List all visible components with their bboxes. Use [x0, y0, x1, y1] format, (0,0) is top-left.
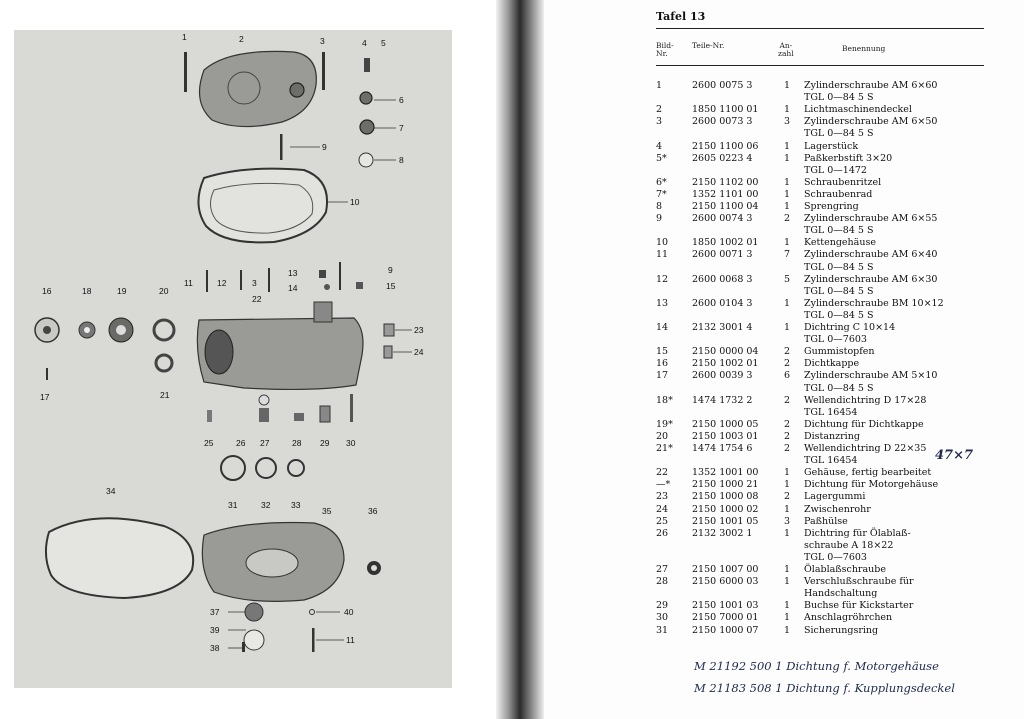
table-row: [656, 612, 986, 624]
row-nr: 29: [656, 600, 669, 612]
table-row: [656, 552, 986, 564]
bolt-3: [322, 52, 325, 90]
table-row: [656, 564, 986, 576]
label-36: 36: [368, 506, 378, 516]
row-quantity: 1: [784, 80, 791, 91]
label-35: 35: [322, 506, 332, 516]
table-row: [656, 395, 986, 407]
row-quantity: 6: [784, 370, 791, 382]
row-nr: 28: [656, 576, 669, 588]
row-name: Ölablaßschraube: [804, 564, 886, 575]
row-nr: 26: [656, 527, 669, 539]
label-13: 13: [288, 268, 298, 278]
table-row: [656, 516, 986, 528]
row-part-number: 2600 0071 3: [692, 249, 753, 261]
row-nr: 10: [656, 237, 669, 249]
table-row: [656, 576, 986, 588]
table-row: [656, 358, 986, 370]
row-quantity: 2: [784, 213, 791, 225]
label-22: 22: [252, 294, 262, 304]
label-4: 4: [362, 38, 367, 48]
row-nr: 5*: [656, 152, 667, 164]
table-row: [656, 274, 986, 286]
table-row: [656, 262, 986, 274]
handwritten-line-1: M 21192 500 1 Dichtung f. Motorgehäuse: [694, 659, 939, 673]
row-quantity: 7: [784, 249, 791, 261]
row-nr: 21*: [656, 443, 673, 454]
row-name: TGL 0—7603: [804, 334, 867, 346]
row-part-number: 2150 1000 02: [692, 503, 759, 515]
row-part-number: 2150 1000 05: [692, 418, 759, 430]
row-part-number: 1474 1732 2: [692, 394, 753, 406]
engine-parts-drawing: [14, 30, 452, 688]
label-10: 10: [350, 197, 360, 207]
label-21: 21: [160, 390, 170, 400]
row-name: Dichtung für Motorgehäuse: [804, 479, 939, 491]
label-3: 3: [320, 36, 325, 46]
bolt-3b: [268, 268, 270, 292]
row-name: Zylinderschraube AM 6×30: [804, 273, 938, 285]
row-quantity: 1: [784, 201, 791, 212]
table-row: [656, 370, 986, 382]
row-part-number: 2600 0075 3: [692, 80, 753, 91]
label-6: 6: [399, 95, 404, 105]
part-38: [242, 642, 245, 652]
label-34: 34: [106, 486, 116, 496]
table-row: [656, 189, 986, 201]
row-quantity: 1: [784, 600, 791, 612]
label-33: 33: [291, 500, 301, 510]
row-name: Zwischenrohr: [804, 503, 871, 515]
row-nr: 4: [656, 140, 663, 152]
row-part-number: 2150 6000 03: [692, 576, 759, 588]
label-3b: 3: [252, 278, 257, 288]
row-name: TGL 0—84 5 S: [804, 128, 874, 140]
row-nr: 27: [656, 564, 669, 575]
row-nr: 19*: [656, 418, 673, 430]
row-nr: 18*: [656, 394, 673, 406]
row-part-number: 2132 3001 4: [692, 322, 753, 333]
spacer-20: [154, 320, 174, 340]
row-name: Zylinderschraube AM 6×55: [804, 213, 938, 225]
row-nr: 13: [656, 297, 669, 309]
table-row: [656, 286, 986, 298]
table-row: [656, 588, 986, 600]
gasket-34: [46, 518, 193, 598]
header-anzahl-line1: An-: [779, 41, 793, 50]
page-title: Tafel 13: [656, 10, 706, 23]
rubber-plug-15: [356, 282, 363, 289]
row-name: Verschlußschraube für: [804, 576, 914, 588]
table-row: [656, 298, 986, 310]
crankcase-tower: [314, 302, 332, 322]
row-nr: 15: [656, 346, 669, 358]
title-rule: [656, 28, 984, 29]
row-quantity: 2: [784, 443, 791, 454]
book-spine: [496, 0, 544, 719]
row-name: Gehäuse, fertig bearbeitet: [804, 467, 932, 479]
label-9: 9: [322, 142, 327, 152]
row-quantity: 1: [784, 297, 791, 309]
table-row: [656, 237, 986, 249]
table-row: [656, 419, 986, 431]
row-part-number: 2150 1001 03: [692, 600, 759, 612]
row-name: Paßkerbstift 3×20: [804, 152, 893, 164]
row-part-number: 2600 0073 3: [692, 116, 753, 128]
row-part-number: 2600 0074 3: [692, 213, 753, 225]
row-nr: 24: [656, 503, 669, 515]
row-part-number: 2150 0000 04: [692, 346, 759, 358]
circlip-31: [221, 456, 245, 480]
label-28: 28: [292, 438, 302, 448]
label-23: 23: [414, 325, 424, 335]
label-30: 30: [346, 438, 356, 448]
row-name: Zylinderschraube AM 6×60: [804, 80, 938, 91]
label-40: 40: [344, 607, 354, 617]
row-part-number: 2150 1002 01: [692, 358, 759, 370]
row-quantity: 2: [784, 394, 791, 406]
row-part-number: 1474 1754 6: [692, 443, 753, 454]
row-name: Schraubenrad: [804, 188, 873, 200]
row-quantity: 1: [784, 503, 791, 515]
row-nr: 22: [656, 467, 669, 479]
handwritten-correction: 47×7: [935, 448, 974, 463]
row-part-number: 2150 1003 01: [692, 430, 759, 442]
table-row: [656, 431, 986, 443]
row-quantity: 1: [784, 576, 791, 588]
table-row: [656, 467, 986, 479]
label-18: 18: [82, 286, 92, 296]
row-nr: 3: [656, 116, 663, 128]
label-38: 38: [210, 643, 220, 653]
row-quantity: 1: [784, 564, 791, 575]
row-name: TGL 16454: [804, 406, 858, 418]
row-quantity: 2: [784, 430, 791, 442]
row-nr: 9: [656, 213, 663, 225]
table-row: [656, 310, 986, 322]
part-37: [245, 603, 263, 621]
row-name: Buchse für Kickstarter: [804, 600, 914, 612]
table-row: [656, 153, 986, 165]
row-name: Sicherungsring: [804, 624, 879, 636]
table-row: [656, 504, 986, 516]
row-name: Lichtmaschinendeckel: [804, 104, 912, 116]
label-16: 16: [42, 286, 52, 296]
label-11: 11: [184, 278, 193, 288]
bolt-11b: [312, 628, 315, 652]
row-nr: 25: [656, 515, 669, 527]
label-17: 17: [40, 392, 50, 402]
row-nr: 2: [656, 104, 663, 116]
table-row: [656, 128, 986, 140]
row-name: Distanzring: [804, 430, 860, 442]
row-name: Wellendichtring D 17×28: [804, 394, 927, 406]
row-name: TGL 0—84 5 S: [804, 285, 874, 297]
row-part-number: 2150 1100 04: [692, 201, 759, 212]
row-name: TGL 0—84 5 S: [804, 261, 874, 273]
table-row: [656, 407, 986, 419]
row-part-number: 2150 1102 00: [692, 176, 759, 188]
tube-30: [350, 394, 353, 422]
row-name: Anschlagröhrchen: [804, 612, 893, 624]
row-name: TGL 0—84 5 S: [804, 309, 874, 321]
row-quantity: 3: [784, 116, 791, 128]
header-teile: Teile-Nr.: [692, 41, 725, 50]
row-name: Lagerstück: [804, 140, 859, 152]
clutch-cover-emblem: [246, 549, 298, 577]
row-quantity: 1: [784, 188, 791, 200]
table-row: [656, 201, 986, 213]
exploded-view-diagram: [14, 30, 452, 688]
row-quantity: 3: [784, 515, 791, 527]
row-nr: 16: [656, 358, 669, 370]
row-name: Zylinderschraube AM 5×10: [804, 370, 938, 382]
label-26: 26: [236, 438, 246, 448]
row-quantity: 1: [784, 479, 791, 491]
screw-13: [319, 270, 326, 278]
row-nr: —*: [656, 479, 671, 491]
table-row: [656, 479, 986, 491]
row-name: Zylinderschraube AM 6×40: [804, 249, 938, 261]
row-nr: 20: [656, 430, 669, 442]
row-nr: 17: [656, 370, 669, 382]
table-row: [656, 225, 986, 237]
row-nr: 6*: [656, 176, 667, 188]
label-1: 1: [182, 32, 187, 42]
row-name: schraube A 18×22: [804, 539, 894, 551]
row-part-number: 2150 1000 08: [692, 491, 759, 503]
row-name: TGL 0—84 5 S: [804, 225, 874, 237]
table-row: [656, 322, 986, 334]
label-19: 19: [117, 286, 127, 296]
table-row: [656, 625, 986, 637]
row-quantity: 1: [784, 612, 791, 624]
row-name: Gummistopfen: [804, 346, 875, 358]
row-name: Dichtung für Dichtkappe: [804, 418, 924, 430]
header-bild-line2: Nr.: [656, 49, 668, 58]
row-name: Kettengehäuse: [804, 237, 876, 249]
table-row: [656, 528, 986, 540]
label-20: 20: [159, 286, 169, 296]
header-rule: [656, 65, 984, 66]
label-8: 8: [399, 155, 404, 165]
screw-17: [46, 368, 48, 380]
row-part-number: 1352 1001 00: [692, 467, 759, 479]
row-nr: 31: [656, 624, 669, 636]
table-row: [656, 540, 986, 552]
row-quantity: 1: [784, 322, 791, 333]
table-row: [656, 177, 986, 189]
table-row: [656, 116, 986, 128]
part-39: [244, 630, 264, 650]
table-row: [656, 600, 986, 612]
row-quantity: 2: [784, 491, 791, 503]
label-27: 27: [260, 438, 270, 448]
sleeve-25: [207, 410, 212, 422]
table-row: [656, 334, 986, 346]
table-row: [656, 383, 986, 395]
label-15: 15: [386, 281, 396, 291]
row-name: TGL 0—84 5 S: [804, 92, 874, 104]
seal-ring-14: [324, 284, 330, 290]
row-name: Wellendichtring D 22×35: [804, 443, 927, 454]
row-part-number: 2150 7000 01: [692, 612, 759, 624]
row-nr: 7*: [656, 188, 667, 200]
left-page: [0, 0, 510, 719]
screw-pinion-6: [360, 92, 372, 104]
row-name: Paßhülse: [804, 515, 848, 527]
row-quantity: 2: [784, 418, 791, 430]
tube-24: [384, 346, 392, 358]
row-name: Zylinderschraube AM 6×50: [804, 116, 938, 128]
bushing-29: [320, 406, 330, 422]
table-row: [656, 141, 986, 153]
row-nr: 30: [656, 612, 669, 624]
label-32: 32: [261, 500, 271, 510]
row-name: Dichtkappe: [804, 358, 860, 370]
row-name: TGL 0—1472: [804, 164, 867, 176]
row-name: Dichtring C 10×14: [804, 322, 896, 333]
gasket-19-hole: [116, 325, 126, 335]
bolt-1: [184, 52, 187, 92]
seal-21: [156, 355, 172, 371]
row-quantity: 1: [784, 176, 791, 188]
generator-cover-plug: [290, 83, 304, 97]
header-anzahl-line2: zahl: [778, 49, 794, 58]
crankcase-bore: [205, 330, 233, 374]
row-nr: 11: [656, 249, 669, 261]
row-quantity: 1: [784, 624, 791, 636]
row-nr: 8: [656, 201, 663, 212]
row-quantity: 1: [784, 237, 791, 249]
plug-28: [294, 413, 304, 421]
row-part-number: 2150 1000 07: [692, 624, 759, 636]
table-row: [656, 165, 986, 177]
seal-36-hole: [371, 565, 377, 571]
part-40: [310, 610, 315, 615]
label-9b: 9: [388, 265, 393, 275]
row-part-number: 2600 0068 3: [692, 273, 753, 285]
table-row: [656, 491, 986, 503]
table-row: [656, 92, 986, 104]
table-row: [656, 104, 986, 116]
header-bild-line1: Bild-: [656, 41, 674, 50]
bolt-12: [240, 270, 242, 290]
row-name: Schraubenritzel: [804, 176, 882, 188]
header-anzahl: [778, 42, 794, 58]
row-quantity: 1: [784, 152, 791, 164]
row-quantity: 2: [784, 346, 791, 358]
table-row: [656, 249, 986, 261]
row-name: TGL 0—7603: [804, 551, 867, 563]
row-quantity: 2: [784, 358, 791, 370]
row-quantity: 1: [784, 527, 791, 539]
table-row: [656, 346, 986, 358]
header-benennung: Benennung: [842, 44, 886, 53]
row-part-number: 2150 1001 05: [692, 515, 759, 527]
row-name: TGL 16454: [804, 455, 858, 467]
table-row: [656, 80, 986, 92]
row-nr: 1: [656, 80, 663, 91]
header-bild: [656, 42, 674, 58]
row-nr: 23: [656, 491, 669, 503]
row-part-number: 2150 1100 06: [692, 140, 759, 152]
row-name: Zylinderschraube BM 10×12: [804, 297, 944, 309]
label-29: 29: [320, 438, 330, 448]
row-part-number: 2150 1007 00: [692, 564, 759, 575]
row-part-number: 1850 1002 01: [692, 237, 759, 249]
row-quantity: 1: [784, 467, 791, 479]
circlip-8: [359, 153, 373, 167]
row-part-number: 2150 1000 21: [692, 479, 759, 491]
label-25: 25: [204, 438, 214, 448]
row-quantity: 1: [784, 140, 791, 152]
cap-16-center: [43, 326, 51, 334]
seal-18-hole: [84, 327, 90, 333]
bolt-9: [280, 134, 283, 160]
row-name: Lagergummi: [804, 491, 866, 503]
screw-wheel-7: [360, 120, 374, 134]
row-part-number: 2600 0039 3: [692, 370, 753, 382]
bolt-9b: [339, 262, 341, 290]
drain-plug-27: [259, 408, 269, 422]
row-nr: 12: [656, 273, 669, 285]
label-37: 37: [210, 607, 220, 617]
bolt-11: [206, 270, 208, 292]
label-31: 31: [228, 500, 238, 510]
chain-case-shape: [198, 169, 327, 243]
row-part-number: 1352 1101 00: [692, 188, 759, 200]
row-name: Handschaltung: [804, 588, 878, 600]
label-2: 2: [239, 34, 244, 44]
table-row: [656, 213, 986, 225]
label-14: 14: [288, 283, 298, 293]
rubber-23: [384, 324, 394, 336]
seal-26: [259, 395, 269, 405]
row-part-number: 2132 3002 1: [692, 527, 753, 539]
label-39: 39: [210, 625, 220, 635]
circlip-32: [256, 458, 276, 478]
row-part-number: 2605 0223 4: [692, 152, 753, 164]
row-quantity: 5: [784, 273, 791, 285]
row-name: Dichtring für Ölablaß-: [804, 527, 911, 539]
row-name: TGL 0—84 5 S: [804, 382, 874, 394]
row-nr: 14: [656, 322, 669, 333]
bearing-piece-4: [364, 58, 370, 72]
circlip-33: [288, 460, 304, 476]
row-name: Sprengring: [804, 201, 859, 212]
label-11b: 11: [346, 635, 355, 645]
label-24: 24: [414, 347, 424, 357]
label-7: 7: [399, 123, 404, 133]
label-5: 5: [381, 38, 386, 48]
row-part-number: 2600 0104 3: [692, 297, 753, 309]
row-quantity: 1: [784, 104, 791, 116]
label-12: 12: [217, 278, 227, 288]
row-part-number: 1850 1100 01: [692, 104, 759, 116]
handwritten-line-2: M 21183 508 1 Dichtung f. Kupplungsdeckel: [694, 681, 955, 695]
